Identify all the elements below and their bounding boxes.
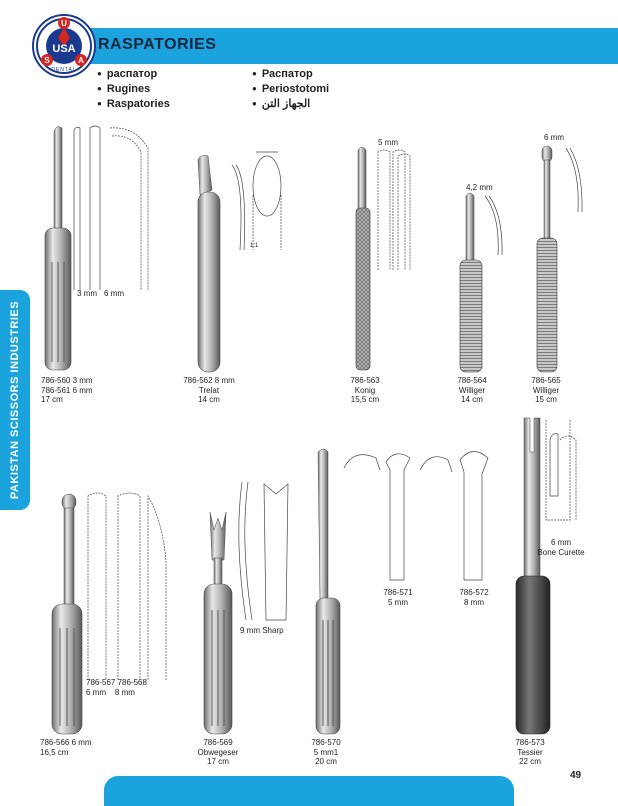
caption-786-566: 786-566 6 mm 16,5 cm xyxy=(40,738,92,757)
caption-786-570: 786-570 5 mm1 20 cm xyxy=(311,738,341,766)
lang-item: ● распатор xyxy=(97,67,170,82)
profile-786-571-572 xyxy=(344,451,488,580)
label-564-size: 4,2 mm xyxy=(466,183,493,192)
svg-text:S: S xyxy=(44,56,50,65)
profile-786-563 xyxy=(378,150,410,270)
caption-786-567-568: 786-567 786-568 6 mm 8 mm xyxy=(86,678,147,697)
profile-786-569 xyxy=(239,482,288,620)
caption-786-560: 786-560 3 mm 786-561 6 mm 17 cm xyxy=(41,376,93,404)
label-563-size: 5 mm xyxy=(378,138,398,147)
footer-bar xyxy=(104,776,514,806)
label-565-size: 6 mm xyxy=(544,133,564,142)
instrument-786-564 xyxy=(460,193,482,372)
page-title: RASPATORIES xyxy=(98,36,217,53)
instrument-786-565 xyxy=(537,146,557,372)
caption-786-571: 786-571 5 mm xyxy=(383,588,413,607)
profile-786-560 xyxy=(74,126,148,290)
caption-786-562: 786-562 8 mm Trelat 14 cm xyxy=(183,376,235,404)
svg-text:A: A xyxy=(78,56,84,65)
logo-word: USA xyxy=(52,43,76,55)
instrument-786-566 xyxy=(52,494,82,734)
caption-786-569: 786-569 Obwegeser 17 cm xyxy=(197,738,239,766)
label-560-w2: 6 mm xyxy=(104,289,124,298)
instrument-786-563 xyxy=(356,147,370,370)
caption-786-564: 786-564 Williger 14 cm xyxy=(457,376,487,404)
caption-786-572: 786-572 8 mm xyxy=(459,588,489,607)
lang-item: ● Raspatories xyxy=(97,97,170,112)
caption-786-573: 786-573 Tessier 22 cm xyxy=(515,738,545,766)
instrument-786-573 xyxy=(516,418,550,734)
lang-item: ● الجهاز التن xyxy=(252,97,329,112)
caption-786-573-note: 6 mm Bone Curette xyxy=(537,538,585,557)
profile-786-573 xyxy=(546,420,576,520)
lang-item: ● Rugines xyxy=(97,82,170,97)
profile-786-565 xyxy=(566,148,582,212)
caption-786-565: 786-565 Williger 15 cm xyxy=(531,376,561,404)
caption-786-563: 786-563 Konig 15,5 cm xyxy=(350,376,380,404)
profile-786-562 xyxy=(232,152,281,250)
instrument-786-562 xyxy=(198,156,220,373)
label-562-ratio: 1:1 xyxy=(250,243,259,249)
lang-item: ● Распатор xyxy=(252,67,329,82)
profile-786-567-568 xyxy=(88,493,166,680)
side-tab-label: PAKISTAN SCISSORS INDUSTRIES xyxy=(9,300,21,500)
profile-786-564 xyxy=(485,196,502,255)
label-560-w1: 3 mm xyxy=(77,289,97,298)
svg-text:U: U xyxy=(61,19,67,28)
label-569-note: 9 mm Sharp xyxy=(240,626,284,635)
instrument-786-569 xyxy=(204,512,232,734)
instrument-786-560 xyxy=(45,127,71,370)
svg-text:DENTAL: DENTAL xyxy=(51,67,77,73)
page-number: 49 xyxy=(570,770,582,781)
instrument-786-570 xyxy=(316,449,340,734)
lang-item: ● Periostotomi xyxy=(252,82,329,97)
